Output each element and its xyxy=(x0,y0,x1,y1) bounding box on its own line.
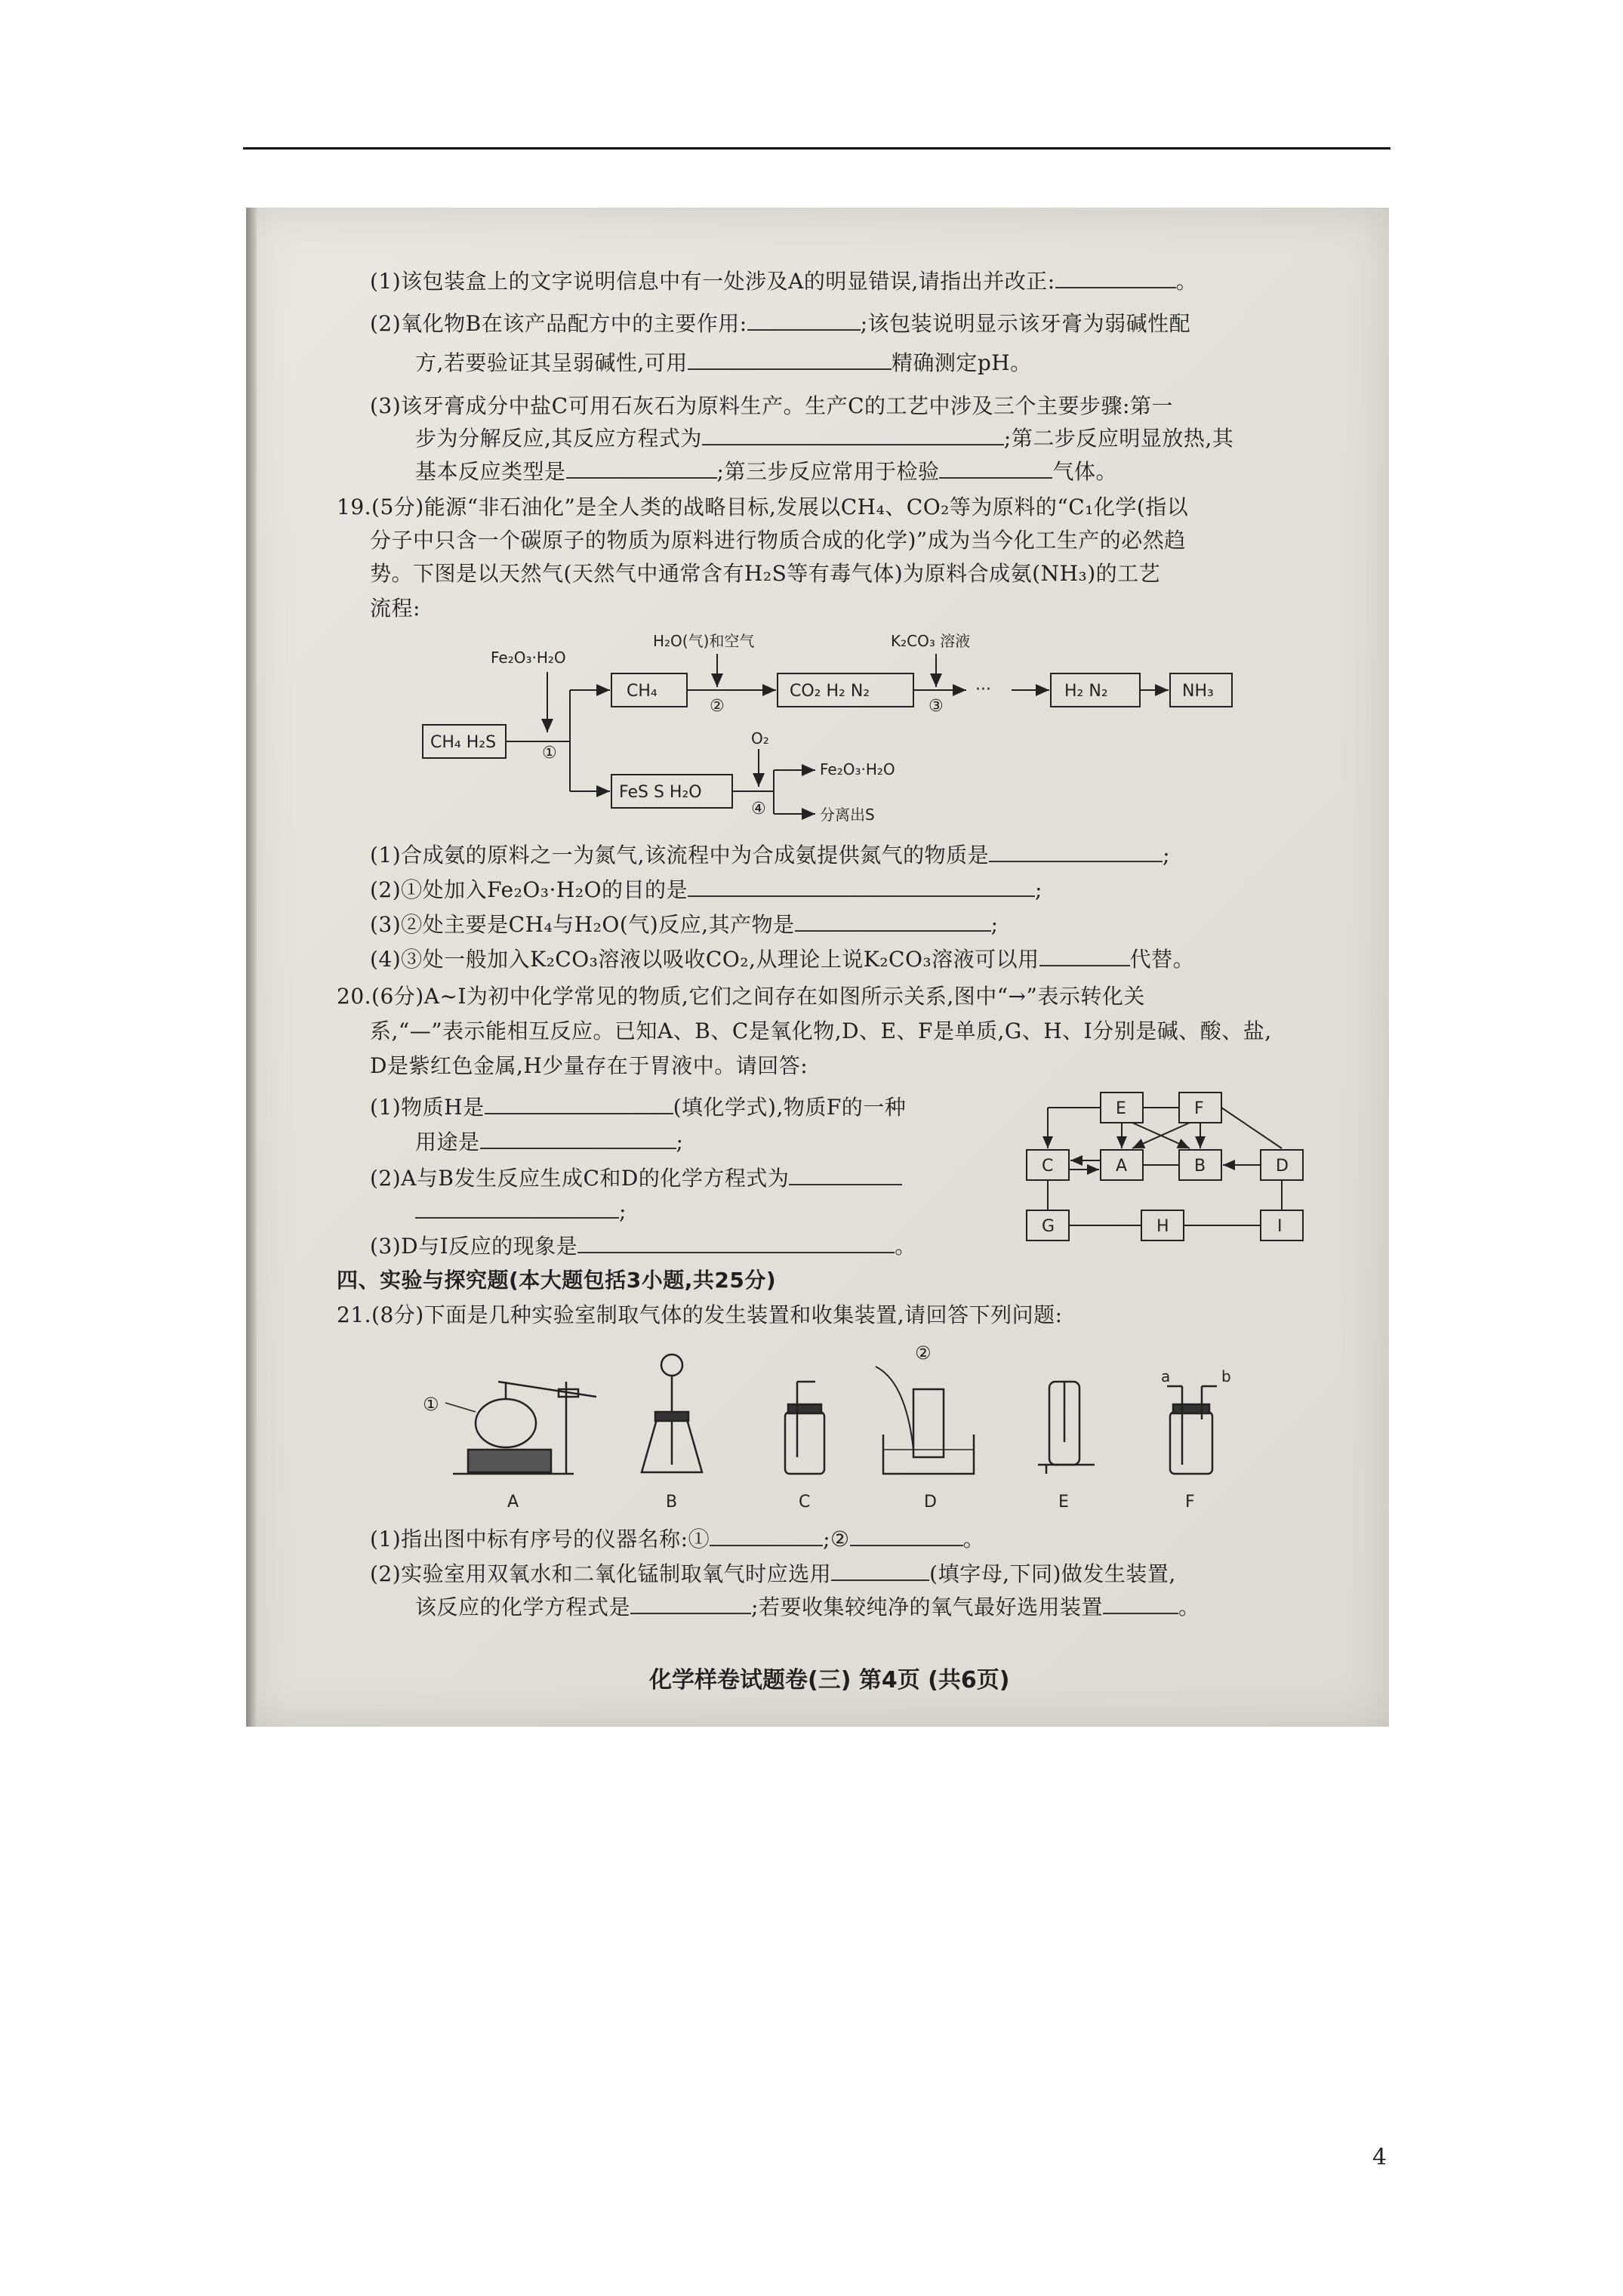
q18-part2-text-cont: ;该包装说明显示该牙膏为弱碱性配 xyxy=(860,311,1191,336)
label-water-air: H₂O(气)和空气 xyxy=(653,632,755,650)
q18-line2 xyxy=(370,308,1190,339)
q18-line1 xyxy=(370,266,1197,297)
text: ;② xyxy=(823,1527,850,1552)
answer-blank[interactable] xyxy=(989,840,1163,862)
q20-sub1-cont xyxy=(415,1126,683,1157)
node-c: C xyxy=(1042,1157,1054,1176)
answer-blank[interactable] xyxy=(480,1126,676,1149)
label-out-s: 分离出S xyxy=(820,806,875,824)
text: 20.(6分)A~I为初中化学常见的物质,它们之间存在如图所示关系,图中“→”表示转化关 xyxy=(337,984,1145,1009)
apparatus-label-e: E xyxy=(1058,1493,1069,1512)
text: (3)②处主要是CH₄与H₂O(气)反应,其产物是 xyxy=(370,912,795,937)
text: ; xyxy=(676,1130,684,1154)
text: ;第二步反应明显放热,其 xyxy=(1003,426,1234,451)
label-o2: O₂ xyxy=(751,729,769,747)
header-rule xyxy=(243,147,1390,149)
q20-line3 xyxy=(370,1051,808,1081)
q21-sub3 xyxy=(415,1592,1200,1623)
text: 精确测定pH。 xyxy=(891,350,1032,375)
lab-apparatus-figure xyxy=(423,1336,1298,1518)
page-footer: 化学样卷试题卷(三) 第4页 (共6页) xyxy=(649,1667,1010,1693)
mark-2: ② xyxy=(915,1342,932,1364)
text: (3)D与I反应的现象是 xyxy=(370,1234,578,1259)
node-e: E xyxy=(1116,1099,1126,1118)
node-h: H xyxy=(1156,1217,1169,1236)
text: (填字母,下同)做发生装置, xyxy=(929,1561,1176,1586)
q19-line1 xyxy=(337,492,1188,522)
label-nh3: NH₃ xyxy=(1182,682,1214,701)
answer-blank[interactable] xyxy=(1039,944,1130,966)
port-a-label: a xyxy=(1161,1367,1171,1385)
text: 势。下图是以天然气(天然气中通常含有H₂S等有毒气体)为原料合成氨(NH₃)的工艺 xyxy=(370,561,1161,586)
text: 。 xyxy=(962,1527,985,1552)
text: (1)指出图中标有序号的仪器名称:① xyxy=(370,1527,710,1552)
q19-sub2 xyxy=(370,874,1042,905)
text: 步为分解反应,其反应方程式为 xyxy=(415,426,702,451)
q18-part1-text: (1)该包装盒上的文字说明信息中有一处涉及A的明显错误,请指出并改正: xyxy=(370,269,1055,294)
circle-1: ① xyxy=(542,744,557,763)
q20-sub2 xyxy=(370,1163,902,1194)
text: 19.(5分)能源“非石油化”是全人类的战略目标,发展以CH₄、CO₂等为原料的“C₁化学(指以 xyxy=(337,495,1189,519)
text: ; xyxy=(619,1199,627,1224)
answer-blank[interactable] xyxy=(485,1092,673,1114)
answer-blank[interactable] xyxy=(688,347,892,370)
text: 。 xyxy=(895,1234,916,1259)
apparatus-label-a: A xyxy=(507,1493,519,1512)
q19-line4 xyxy=(370,593,420,624)
text: (1)物质H是 xyxy=(370,1095,485,1120)
label-fes-s-h2o: FeS S H₂O xyxy=(619,783,702,802)
answer-blank[interactable] xyxy=(789,1163,902,1185)
q18-line4 xyxy=(370,391,1173,421)
q18-line3 xyxy=(415,347,1032,378)
circle-2: ② xyxy=(710,697,725,716)
q19-sub1 xyxy=(370,840,1170,871)
apparatus-label-f: F xyxy=(1185,1493,1195,1512)
text: (3)该牙膏成分中盐C可用石灰石为原料生产。生产C的工艺中涉及三个主要步骤:第一 xyxy=(370,393,1173,418)
text: (2)实验室用双氧水和二氧化锰制取氧气时应选用 xyxy=(370,1561,832,1586)
ammonia-process-flow-diagram xyxy=(408,627,1238,831)
text: (填化学式),物质F的一种 xyxy=(673,1095,907,1120)
answer-blank[interactable] xyxy=(747,308,861,331)
substance-relation-diagram xyxy=(1012,1083,1313,1265)
text: (1)合成氨的原料之一为氮气,该流程中为合成氨提供氮气的物质是 xyxy=(370,843,990,868)
node-g: G xyxy=(1042,1217,1055,1236)
text: 用途是 xyxy=(415,1130,480,1154)
answer-blank[interactable] xyxy=(850,1524,963,1546)
answer-blank[interactable] xyxy=(831,1558,929,1581)
text: ; xyxy=(1035,877,1042,902)
answer-blank[interactable] xyxy=(710,1524,823,1546)
text: 方,若要验证其呈弱碱性,可用 xyxy=(415,350,688,375)
text: (4)③处一般加入K₂CO₃溶液以吸收CO₂,从理论上说K₂CO₃溶液可以用 xyxy=(370,947,1039,972)
node-i: I xyxy=(1277,1217,1283,1236)
node-d: D xyxy=(1276,1157,1289,1176)
text: 四、实验与探究题(本大题包括3小题,共25分) xyxy=(337,1268,777,1293)
answer-blank[interactable] xyxy=(688,874,1035,897)
apparatus-label-b: B xyxy=(666,1493,678,1512)
node-f: F xyxy=(1194,1099,1204,1118)
q21-line1 xyxy=(337,1300,1063,1330)
circle-4: ④ xyxy=(751,800,766,818)
text: 代替。 xyxy=(1129,947,1195,972)
text: (2)①处加入Fe₂O₃·H₂O的目的是 xyxy=(370,877,688,902)
answer-blank[interactable] xyxy=(939,456,1052,479)
text: ;第三步反应常用于检验 xyxy=(716,459,940,484)
node-a: A xyxy=(1116,1157,1128,1176)
label-co2-h2-n2: CO₂ H₂ N₂ xyxy=(790,682,870,701)
q19-sub4 xyxy=(370,944,1194,975)
answer-blank[interactable] xyxy=(630,1592,751,1614)
label-ch4-h2s: CH₄ H₂S xyxy=(430,733,497,752)
q20-sub3 xyxy=(370,1231,916,1262)
circle-3: ③ xyxy=(929,697,944,716)
q21-sub1 xyxy=(370,1524,984,1555)
q20-line1 xyxy=(337,982,1145,1012)
apparatus-label-c: C xyxy=(799,1493,811,1512)
text: 分子中只含一个碳原子的物质为原料进行物质合成的化学)”成为当今化工生产的必然趋 xyxy=(370,528,1186,553)
text: 该反应的化学方程式是 xyxy=(415,1595,631,1620)
q20-sub2-cont xyxy=(415,1196,627,1227)
section-heading xyxy=(337,1265,776,1296)
q18-line5 xyxy=(415,423,1233,454)
label-h2-n2: H₂ N₂ xyxy=(1064,682,1108,701)
answer-blank[interactable] xyxy=(566,456,717,479)
node-b: B xyxy=(1194,1157,1206,1176)
q19-line2 xyxy=(370,525,1186,556)
q18-part2-text: (2)氧化物B在该产品配方中的主要作用: xyxy=(370,311,747,336)
label-out-fe2o3: Fe₂O₃·H₂O xyxy=(820,760,895,778)
text: 气体。 xyxy=(1052,459,1117,484)
text: ; xyxy=(990,912,999,937)
port-b-label: b xyxy=(1221,1367,1231,1385)
text: ; xyxy=(1163,843,1171,868)
label-ch4: CH₄ xyxy=(627,682,658,701)
answer-blank[interactable] xyxy=(1103,1592,1178,1614)
q19-sub3 xyxy=(370,909,999,940)
label-ellipsis: ··· xyxy=(975,680,991,699)
apparatus-label-d: D xyxy=(924,1493,937,1512)
q21-sub2 xyxy=(370,1558,1176,1589)
answer-blank[interactable] xyxy=(702,423,1004,445)
text: 基本反应类型是 xyxy=(415,459,566,484)
q19-line3 xyxy=(370,559,1160,589)
text: 。 xyxy=(1178,1595,1200,1620)
answer-blank[interactable] xyxy=(415,1196,619,1219)
answer-blank[interactable] xyxy=(1055,266,1176,288)
text: (2)A与B发生反应生成C和D的化学方程式为 xyxy=(370,1166,790,1191)
text: 流程: xyxy=(370,596,420,621)
q18-line6 xyxy=(415,456,1117,487)
answer-blank[interactable] xyxy=(795,909,991,932)
text: 系,“—”表示能相互反应。已知A、B、C是氧化物,D、E、F是单质,G、H、I分别是碱、酸、盐, xyxy=(370,1019,1272,1043)
text: 21.(8分)下面是几种实验室制取气体的发生装置和收集装置,请回答下列问题: xyxy=(337,1302,1063,1327)
punct: 。 xyxy=(1175,269,1198,294)
q20-line2 xyxy=(370,1016,1272,1046)
label-k2co3: K₂CO₃ 溶液 xyxy=(891,632,971,650)
answer-blank[interactable] xyxy=(577,1231,895,1253)
q20-sub1 xyxy=(370,1092,906,1123)
text: ;若要收集较纯净的氧气最好选用装置 xyxy=(751,1595,1103,1620)
text: D是紫红色金属,H少量存在于胃液中。请回答: xyxy=(370,1053,808,1078)
label-fe2o3-h2o: Fe₂O₃·H₂O xyxy=(491,649,566,667)
mark-1: ① xyxy=(423,1394,439,1415)
page-edge-shadow xyxy=(246,208,257,1727)
page-number: 4 xyxy=(1372,2144,1387,2171)
